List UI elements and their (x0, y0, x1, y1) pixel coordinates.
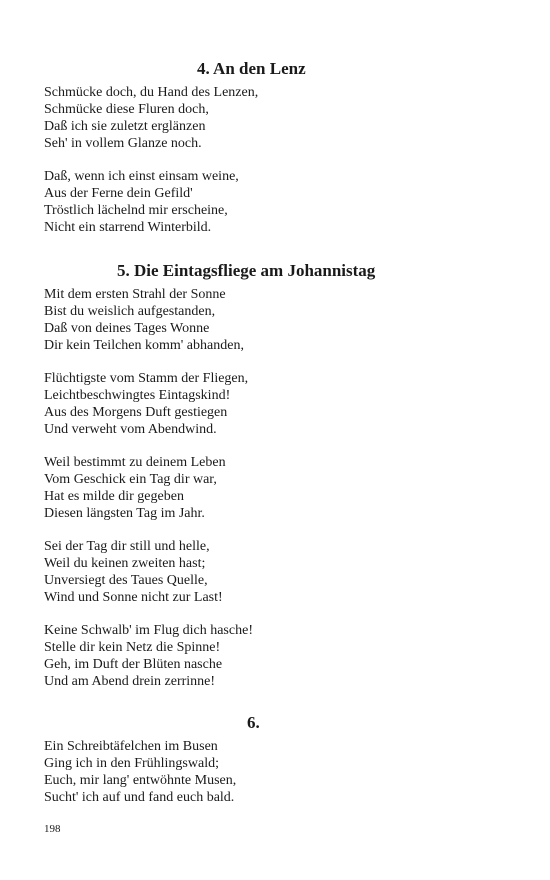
poem-5-stanza-2 (44, 370, 524, 438)
verse-line: Aus der Ferne dein Gefild' (44, 186, 193, 201)
verse-line: Mit dem ersten Strahl der Sonne (44, 287, 226, 302)
verse-line: Seh' in vollem Glanze noch. (44, 136, 202, 151)
verse-line: Wind und Sonne nicht zur Last! (44, 590, 223, 605)
poem-4-stanza-2 (44, 168, 524, 236)
verse-line: Sei der Tag dir still und helle, (44, 539, 210, 554)
poem-title-6: 6. (247, 713, 260, 732)
poem-5-stanza-4 (44, 538, 524, 606)
verse-line: Stelle dir kein Netz die Spinne! (44, 640, 221, 655)
verse-line: Geh, im Duft der Blüten nasche (44, 657, 223, 672)
verse-line: Aus des Morgens Duft gestiegen (44, 405, 228, 420)
verse-line: Tröstlich lächelnd mir erscheine, (44, 203, 228, 218)
page-number: 198 (44, 823, 61, 835)
verse-line: Ging ich in den Frühlingswald; (44, 756, 219, 771)
verse-line: Und am Abend drein zerrinne! (44, 674, 216, 689)
verse-line: Schmücke doch, du Hand des Lenzen, (44, 85, 259, 100)
poem-5-stanza-5 (44, 622, 524, 690)
verse-line: Schmücke diese Fluren doch, (44, 102, 209, 117)
verse-line: Vom Geschick ein Tag dir war, (44, 472, 217, 487)
verse-line: Sucht' ich auf und fand euch bald. (44, 790, 235, 805)
verse-line: Unversiegt des Taues Quelle, (44, 573, 208, 588)
verse-line: Hat es milde dir gegeben (44, 489, 184, 504)
verse-line: Und verweht vom Abendwind. (44, 422, 217, 437)
poem-title-4: 4. An den Lenz (197, 59, 306, 78)
verse-line: Dir kein Teilchen komm' abhanden, (44, 338, 244, 353)
verse-line: Weil du keinen zweiten hast; (44, 556, 206, 571)
verse-line: Bist du weislich aufgestanden, (44, 304, 216, 319)
verse-line: Daß, wenn ich einst einsam weine, (44, 169, 239, 184)
verse-line: Euch, mir lang' entwöhnte Musen, (44, 773, 237, 788)
verse-line: Nicht ein starrend Winterbild. (44, 220, 212, 235)
verse-line: Flüchtigste vom Stamm der Fliegen, (44, 371, 249, 386)
poem-title-5: 5. Die Eintagsfliege am Johannistag (117, 261, 376, 280)
poem-5-stanza-1 (44, 286, 524, 354)
verse-line: Keine Schwalb' im Flug dich hasche! (44, 623, 253, 638)
verse-line: Weil bestimmt zu deinem Leben (44, 455, 226, 470)
verse-line: Diesen längsten Tag im Jahr. (44, 506, 205, 521)
verse-line: Ein Schreibtäfelchen im Busen (44, 739, 218, 754)
verse-line: Daß ich sie zuletzt erglänzen (44, 119, 206, 134)
poem-4-stanza-1 (44, 84, 524, 152)
poem-5-stanza-3 (44, 454, 524, 522)
verse-line: Leichtbeschwingtes Eintagskind! (44, 388, 231, 403)
poem-6-stanza-1 (44, 738, 524, 806)
verse-line: Daß von deines Tages Wonne (44, 321, 210, 336)
